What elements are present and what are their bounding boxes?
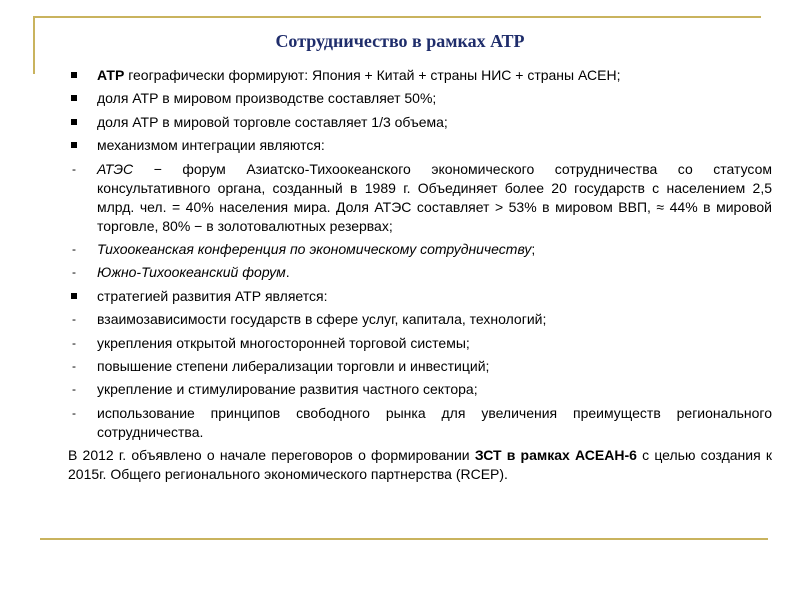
item-italic-term: Южно-Тихоокеанский форум <box>97 264 286 281</box>
closing-text-end: с целью создания к 2015г. Общего регионального экономического партнерства (RCEP). <box>68 447 772 483</box>
list-item <box>68 263 772 282</box>
dash-marker: - <box>72 358 76 373</box>
item-bold-term: АТР <box>97 67 125 83</box>
list-item <box>68 89 772 108</box>
list-item <box>68 240 772 259</box>
dash-marker: - <box>72 265 76 280</box>
decorative-bottom-line <box>40 538 768 540</box>
bullet-marker <box>68 89 80 108</box>
item-text: доля АТР в мировом производстве составляет 50%; <box>97 90 437 107</box>
slide-content <box>68 66 772 484</box>
item-text: взаимозависимости государств в сфере услуг, капитала, технологий; <box>97 311 547 328</box>
slide-title: Сотрудничество в рамках АТР <box>275 31 525 51</box>
dash-marker: - <box>72 335 76 350</box>
list-item <box>68 66 772 85</box>
bullet-marker <box>68 66 80 85</box>
closing-text-start: В 2012 г. объявлено о начале переговоров о формировании <box>68 447 475 464</box>
item-text: стратегией развития АТР является: <box>97 287 328 304</box>
list-item <box>68 160 772 236</box>
list-item <box>68 113 772 132</box>
item-italic-term: АТЭС <box>97 160 134 177</box>
item-text: . <box>285 264 290 281</box>
decorative-top-line <box>33 16 761 18</box>
list-item <box>68 357 772 376</box>
item-text: использование принципов свободного рынка для увеличения преимуществ регионального сотрудничества. <box>97 404 772 440</box>
bullet-marker <box>68 113 80 132</box>
item-italic-term: Тихоокеанская конференция по экономическому сотрудничеству <box>97 240 532 257</box>
list-item <box>68 334 772 353</box>
list-item <box>68 287 772 306</box>
bullet-marker <box>68 287 80 306</box>
item-text: механизмом интеграции являются: <box>97 137 325 154</box>
closing-paragraph <box>68 446 772 484</box>
item-text: укрепления открытой многосторонней торговой системы; <box>97 334 470 351</box>
dash-marker: - <box>72 312 76 327</box>
item-text: укрепление и стимулирование развития частного сектора; <box>97 381 478 398</box>
list-item <box>68 380 772 399</box>
closing-bold-term: ЗСТ в рамках АСЕАН-6 <box>474 447 637 464</box>
item-text: ; <box>531 240 536 257</box>
dash-marker: - <box>72 382 76 397</box>
list-item <box>68 136 772 155</box>
dash-marker: - <box>72 405 76 420</box>
list-item <box>68 310 772 329</box>
dash-marker: - <box>72 161 76 176</box>
bullet-marker <box>68 136 80 155</box>
item-text: доля АТР в мировой торговле составляет 1/3 объема; <box>97 113 448 130</box>
list-item <box>68 404 772 442</box>
item-text: − форум Азиатско-Тихоокеанского экономического сотрудничества со статусом консультативного органа, созданный в 1989 г. Объединяет более 20 государств с населением 2,5 млрд. чел. = 40% населения мира. Доля АТЭС составляет > 53% в мировом ВВП, ≈ 44% в мировой торговле, 80% − в золотовалютных резервах; <box>97 160 772 234</box>
item-text: повышение степени либерализации торговли и инвестиций; <box>97 357 490 374</box>
dash-marker: - <box>72 241 76 256</box>
item-text: географически формируют: Япония + Китай + страны НИС + страны АСЕН; <box>124 67 621 83</box>
